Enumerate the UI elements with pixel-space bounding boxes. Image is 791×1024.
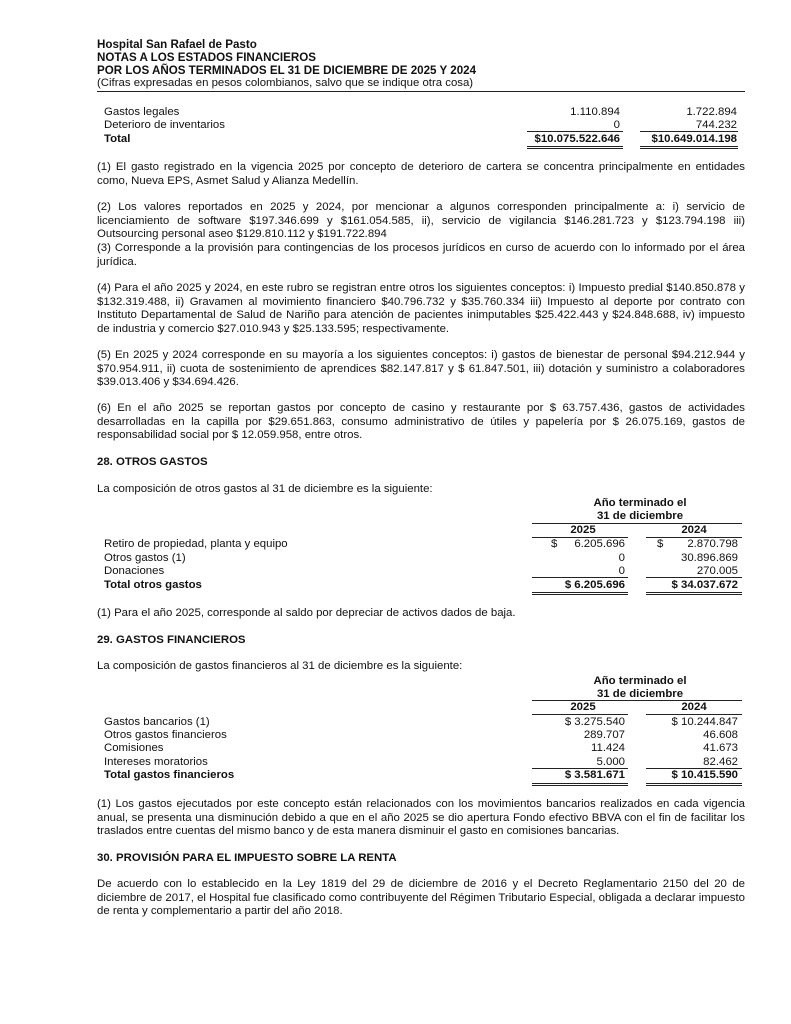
note-1: (1) El gasto registrado en la vigencia 2025 por concepto de deterioro de cartera se concentra principalmente en entidades como, Nueva EPS, Asmet Salud y Alianza Medellín. xyxy=(97,161,745,187)
table-total-label: Total otros gastos xyxy=(104,579,202,591)
table-total-2025: $10.075.522.646 xyxy=(534,133,620,145)
table-cell-2025: 0 xyxy=(618,565,625,577)
subtotal-rule xyxy=(646,577,742,578)
subtotal-rule xyxy=(527,131,623,132)
table-row-label: Otros gastos financieros xyxy=(104,729,227,741)
table-row-label: Retiro de propiedad, planta y equipo xyxy=(104,538,288,550)
table-cell-2024: 744.232 xyxy=(695,119,737,131)
column-year-2024: 2024 xyxy=(681,701,707,713)
column-year-2024: 2024 xyxy=(681,524,707,536)
column-title: Año terminado el xyxy=(593,497,687,509)
column-year-2025: 2025 xyxy=(570,701,596,713)
table-cell-2024: 41.673 xyxy=(703,742,738,754)
table-total-2025: $ 3.581.671 xyxy=(564,769,625,781)
table-total-2025: $ 6.205.696 xyxy=(564,579,625,591)
table-row-label: Gastos bancarios (1) xyxy=(104,716,210,728)
section-30-heading: 30. PROVISIÓN PARA EL IMPUESTO SOBRE LA RENTA xyxy=(97,852,397,864)
table-cell-2025: 6.205.696 xyxy=(574,538,625,550)
table-total-2024: $ 34.037.672 xyxy=(671,579,738,591)
table-cell-2024: 2.870.798 xyxy=(687,538,738,550)
note-4: (4) Para el año 2025 y 2024, en este rubro se registran entre otros los siguientes conceptos: i) Impuesto predial $140.850.878 y $132.319.488, ii) Gravamen al movimiento financiero $40.796.732 y $35.760.334 iii) Impuesto al deporte por contrato con Instituto Departamental de Salud de Nariño para atención de pacientes inimputables $25.422.443 y $24.848.688, iv) impuesto de industria y comercio $27.010.943 y $25.133.595; respectivamente. xyxy=(97,282,745,335)
table-cell-2024: 270.005 xyxy=(696,565,738,577)
total-double-rule xyxy=(646,783,742,786)
table-row-label: Donaciones xyxy=(104,565,165,577)
table-cell-2024: 1.722.894 xyxy=(686,106,737,118)
table-cell-2024: $ 10.244.847 xyxy=(671,716,738,728)
section-28-note: (1) Para el año 2025, corresponde al saldo por depreciar de activos dados de baja. xyxy=(97,607,516,619)
table-total-label: Total gastos financieros xyxy=(104,769,235,781)
table-cell-2024: 46.608 xyxy=(703,729,738,741)
table-row-label: Comisiones xyxy=(104,742,164,754)
table-row-label: Otros gastos (1) xyxy=(104,552,186,564)
total-double-rule xyxy=(532,592,628,595)
table-cell-2025: 5.000 xyxy=(596,756,625,768)
section-28-heading: 28. OTROS GASTOS xyxy=(97,456,208,468)
table-cell-2024: 82.462 xyxy=(703,756,738,768)
header-divider xyxy=(97,91,745,92)
table-cell-2025: 11.424 xyxy=(591,742,625,754)
section-29-note: (1) Los gastos ejecutados por este concepto están relacionados con los movimientos bancarios realizados en cada vigencia anual, se presenta una disminución debido a que en el año 2025 se dio apertura Fondo efectivo BBVA con el fin de facilitar los traslados entre cuentas del mismo banco y de esta manera disminuir el gasto en comisiones bancarias. xyxy=(97,798,745,838)
currency-symbol: $ xyxy=(657,538,664,550)
total-double-rule xyxy=(646,592,742,595)
subtotal-rule xyxy=(532,577,628,578)
document-title: NOTAS A LOS ESTADOS FINANCIEROS xyxy=(97,51,317,64)
table-row-label: Gastos legales xyxy=(104,106,180,118)
table-total-label: Total xyxy=(104,133,131,145)
document-period: POR LOS AÑOS TERMINADOS EL 31 DE DICIEMBRE DE 2025 Y 2024 xyxy=(97,64,477,77)
note-6: (6) En el año 2025 se reportan gastos por concepto de casino y restaurante por $ 63.757.436, gastos de actividades desarrolladas en la capilla por $29.651.863, consumo administrativo de útiles y papelería por $ 26.075.169, gastos de responsabilidad social por $ 12.059.958, entre otros. xyxy=(97,402,745,442)
currency-note: (Cifras expresadas en pesos colombianos, salvo que se indique otra cosa) xyxy=(97,77,474,89)
table-row-label: Intereses moratorios xyxy=(104,756,208,768)
section-29-intro: La composición de gastos financieros al 31 de diciembre es la siguiente: xyxy=(97,660,463,672)
table-cell-2025: 1.110.894 xyxy=(570,106,620,118)
table-cell-2025: 0 xyxy=(618,552,625,564)
section-29-heading: 29. GASTOS FINANCIEROS xyxy=(97,634,246,646)
header-rule xyxy=(532,714,628,715)
table-cell-2025: 289.707 xyxy=(583,729,625,741)
note-2: (2) Los valores reportados en 2025 y 2024, por mencionar a algunos corresponden principalmente a: i) servicio de licenciamiento de software $197.346.699 y $161.054.585, ii), servicio de vigilancia $146.281.723 y $123.794.198 iii) Outsourcing personal aseo $129.810.112 y $191.722.894 xyxy=(97,201,745,241)
column-year-2025: 2025 xyxy=(570,524,596,536)
section-28-intro: La composición de otros gastos al 31 de diciembre es la siguiente: xyxy=(97,483,433,495)
column-title: Año terminado el xyxy=(593,675,687,687)
total-double-rule xyxy=(532,783,628,786)
org-name: Hospital San Rafael de Pasto xyxy=(97,38,257,51)
table-cell-2024: 30.896.869 xyxy=(680,552,738,564)
header-rule xyxy=(646,714,742,715)
note-3: (3) Corresponde a la provisión para contingencias de los procesos jurídicos en curso de acuerdo con lo informado por el área jurídica. xyxy=(97,242,745,268)
table-cell-2025: $ 3.275.540 xyxy=(564,716,625,728)
subtotal-rule xyxy=(640,131,738,132)
table-row-label: Deterioro de inventarios xyxy=(104,119,225,131)
currency-symbol: $ xyxy=(551,538,558,550)
column-title: 31 de diciembre xyxy=(596,688,684,700)
table-total-2024: $10.649.014.198 xyxy=(651,133,737,145)
column-title: 31 de diciembre xyxy=(596,510,684,522)
section-30-text: De acuerdo con lo establecido en la Ley 1819 del 29 de diciembre de 2016 y el Decreto Reglamentario 2150 del 20 de diciembre de 2017, el Hospital fue clasificado como contribuyente del Régimen Tributario Especial, obligada a declarar impuesto de renta y complementario a partir del año 2018. xyxy=(97,878,745,918)
note-5: (5) En 2025 y 2024 corresponde en su mayoría a los siguientes conceptos: i) gastos de bienestar de personal $94.212.944 y $70.954.911, ii) cuota de sostenimiento de aprendices $82.147.817 y $ 61.847.501, iii) dotación y suministro a colaboradores $39.013.406 y $34.694.426. xyxy=(97,349,745,389)
table-total-2024: $ 10.415.590 xyxy=(671,769,738,781)
total-double-rule xyxy=(527,146,623,149)
table-cell-2025: 0 xyxy=(613,119,620,131)
total-double-rule xyxy=(640,146,738,149)
